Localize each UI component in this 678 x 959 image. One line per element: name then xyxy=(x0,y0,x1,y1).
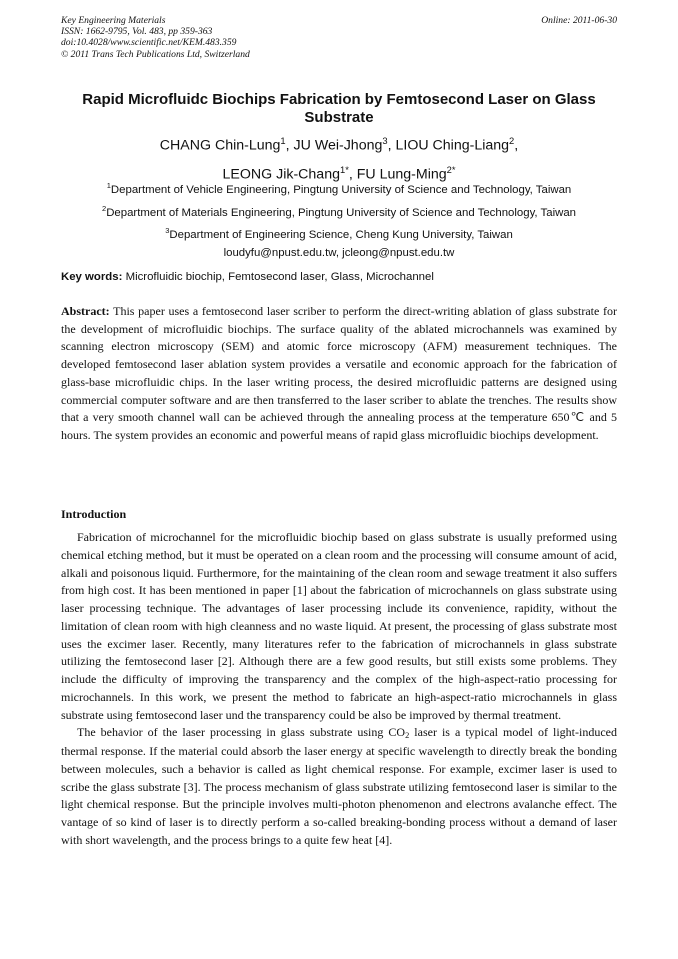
journal-header xyxy=(61,15,617,60)
doi-line: doi:10.4028/www.scientific.net/KEM.483.359 xyxy=(61,37,237,49)
author-name: LEONG Jik-Chang xyxy=(222,166,340,183)
keywords xyxy=(61,270,617,285)
journal-name: Key Engineering Materials xyxy=(61,15,166,26)
keywords-label: Key words: xyxy=(61,271,123,283)
paragraph-2: The behavior of the laser processing in glass substrate using $CO_2$ laser is a typical model of light-induced thermal response. If the material could absorb the laser energy at specific wavelength to directly break the bonding between molecules, such a behavior is called as light chemical response. For example, excimer laser is used to scribe the glass substrate [3]. The process mechanism of glass substrate utilizing femtosecond laser is similar to the light chemical response. But the principle involves multi-photon phenomenon and electrons avalanche effect. The vantage of so kind of laser is to directly perform a so-called breaking-bonding process without a demand of laser with short wavelength, and the process brings to a quite few heat [4]. xyxy=(61,725,617,847)
author-name: LIOU Ching-Liang xyxy=(395,137,510,154)
author-emails: loudyfu@npust.edu.tw, jcleong@npust.edu.tw xyxy=(223,246,455,259)
author-sup: 2* xyxy=(446,164,456,175)
author-name: JU Wei-Jhong xyxy=(293,137,383,154)
copyright-line: © 2011 Trans Tech Publications Ltd, Switzerland xyxy=(61,48,250,60)
abstract xyxy=(61,303,617,445)
author-name: CHANG Chin-Lung xyxy=(159,137,281,154)
author-sup: 1 xyxy=(280,136,286,146)
author-line-2: LEONG Jik-Chang$^{1*}$, FU Lung-Ming$^{2*}$ xyxy=(222,164,456,183)
paper-title: Rapid Microfluidc Biochips Fabrication by Femtosecond Laser on Glass Substrate xyxy=(82,91,596,126)
paragraph-1: Fabrication of microchannel for the microfluidic biochip based on glass substrate is usually preformed using chemical etching method, but it must be operated on a clean room and the processing will consume amount of acid, alkali and poisonous liquid. Furthermore, for the maintaining of the clean room and sewage treatment it also suffers from high cost. It has been mentioned in paper [1] about the fabrication of microchannels on glass substrate using laser processing technique. The advantages of laser processing include its convenience, rapidity, without the limitation of clean room with high cleanness and no waste liquid. At present, the processing of glass substrate most uses the excimer laser. Recently, many literatures refer to the fabrication of microchannels in glass substrate utilizing the femtosecond laser [2]. Although there are a few good results, but still exists some problems. They include the difficulty of improving the transparency and the complex of the high-aspect-ratio processing for microchannels. In this work, we present the method to fabricate an high-aspect-ratio microchannels in glass substrate using femtosecond laser und the transparency could be also be improved by thermal treatment. xyxy=(61,530,617,722)
introduction-body xyxy=(61,529,617,850)
author-sup: 3 xyxy=(382,136,388,146)
abstract-label: Abstract: xyxy=(61,304,110,318)
abstract-text: This paper uses a femtosecond laser scriber to perform the direct-writing ablation of glass substrate for the development of microfluidic biochips. The surface quality of the ablated microchannels was examined by scanning electron microscopy (SEM) and atomic force microscopy (AFM) measurement techniques. The developed femtosecond laser ablation system provides a versatile and economic approach for the fabrication of glass-base microfluidic chips. In the laser writing process, the desired microfluidic patterns are designed using commercial computer software and are then transferred to the laser scriber to ablate the trenches. The results show that a very smooth channel wall can be achieved through the annealing process at the temperature 650℃ and 5 hours. The system provides an economic and powerful means of rapid glass microfluidic biochips development. xyxy=(61,304,617,442)
author-sup: 1* xyxy=(339,164,349,175)
online-date: Online: 2011-06-30 xyxy=(541,15,617,26)
author-sup: 2 xyxy=(509,136,515,146)
affiliation-2: $^2$Department of Materials Engineering, Pingtung University of Science and Technology, Taiwan xyxy=(102,203,576,219)
keywords-text: Microfluidic biochip, Femtosecond laser, Glass, Microchannel xyxy=(125,271,434,283)
affiliation-3: $^3$Department of Engineering Science, Cheng Kung University, Taiwan xyxy=(165,226,513,241)
affiliation-1: $^1$Department of Vehicle Engineering, Pingtung University of Science and Technology, Taiwan xyxy=(106,181,572,196)
introduction-heading: Introduction xyxy=(61,507,127,521)
issn-line: ISSN: 1662-9795, Vol. 483, pp 359-363 xyxy=(61,26,213,38)
author-line-1: CHANG Chin-Lung$^1$, JU Wei-Jhong$^3$, LIOU Ching-Liang$^2$, xyxy=(159,136,519,154)
author-name: FU Lung-Ming xyxy=(356,166,447,183)
affiliations xyxy=(61,177,617,262)
